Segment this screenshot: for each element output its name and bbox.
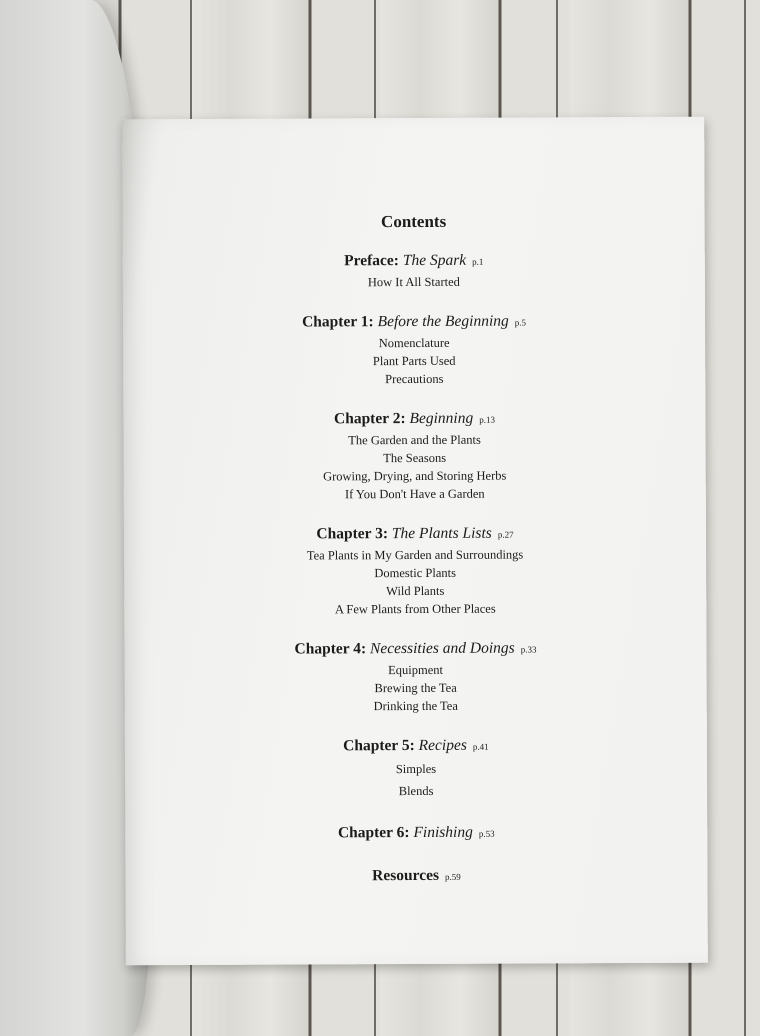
toc-entry-chapter-3 (124, 522, 706, 620)
entry-label: Chapter 1: (302, 313, 374, 331)
toc-section: Equipment (388, 662, 444, 678)
toc-section: The Garden and the Plants (348, 432, 481, 448)
plank-seam (744, 0, 746, 1036)
entry-label: Chapter 6: (337, 824, 410, 842)
entry-subtitle: Recipes (418, 736, 467, 754)
entry-page: p.53 (478, 828, 495, 839)
toc-entry-resources (125, 864, 707, 890)
entry-subtitle: The Spark (402, 251, 467, 270)
entry-heading (125, 864, 707, 890)
entry-subtitle: Necessities and Doings (369, 639, 515, 658)
toc-section: Tea Plants in My Garden and Surroundings (306, 547, 524, 563)
entry-subtitle: The Plants Lists (391, 524, 492, 543)
toc-entry-chapter-5 (125, 734, 707, 804)
entry-heading (123, 407, 705, 433)
entry-subtitle: Before the Beginning (377, 312, 509, 331)
toc-section: The Seasons (383, 450, 447, 466)
entry-page: p.33 (520, 644, 537, 655)
entry-page: p.5 (514, 317, 527, 328)
toc-section: Plant Parts Used (372, 353, 456, 369)
toc-section: Domestic Plants (374, 565, 456, 581)
toc-section: Simples (395, 761, 437, 777)
entry-page: p.13 (479, 414, 495, 425)
entry-heading (124, 637, 706, 663)
entry-label: Resources (372, 866, 440, 885)
entry-label: Preface: (344, 252, 399, 270)
toc-section: Drinking the Tea (373, 698, 458, 714)
toc-section: Wild Plants (386, 583, 445, 599)
toc-entry-chapter-2 (123, 407, 705, 505)
toc-section: Growing, Drying, and Storing Herbs (323, 468, 507, 484)
book-page (122, 117, 708, 966)
toc-entry-chapter-6 (125, 821, 707, 847)
entry-heading (123, 249, 705, 275)
toc-section: Brewing the Tea (374, 680, 457, 696)
entry-label: Chapter 2: (333, 410, 406, 428)
entry-subtitle: Finishing (413, 823, 473, 842)
entry-page: p.59 (445, 871, 461, 882)
toc-entry-preface (123, 249, 705, 293)
entry-label: Chapter 5: (343, 737, 415, 755)
entry-label: Chapter 3: (316, 525, 389, 543)
table-of-contents (123, 211, 708, 910)
toc-title: Contents (380, 211, 447, 232)
entry-page: p.1 (472, 256, 484, 267)
entry-page: p.27 (497, 529, 514, 540)
entry-heading (124, 522, 706, 548)
toc-section: How It All Started (367, 274, 460, 290)
toc-section: If You Don't Have a Garden (344, 486, 485, 502)
entry-heading (125, 821, 707, 847)
entry-subtitle: Beginning (409, 409, 474, 428)
entry-label: Chapter 4: (294, 640, 367, 658)
toc-entry-chapter-1 (123, 310, 705, 390)
toc-section: Precautions (385, 371, 444, 387)
entry-page: p.41 (472, 741, 489, 752)
toc-entry-chapter-4 (124, 637, 706, 717)
toc-section: Nomenclature (378, 335, 450, 351)
toc-section: Blends (398, 783, 434, 799)
entry-heading (125, 734, 707, 760)
entry-heading (123, 310, 705, 336)
toc-section: A Few Plants from Other Places (334, 601, 496, 617)
